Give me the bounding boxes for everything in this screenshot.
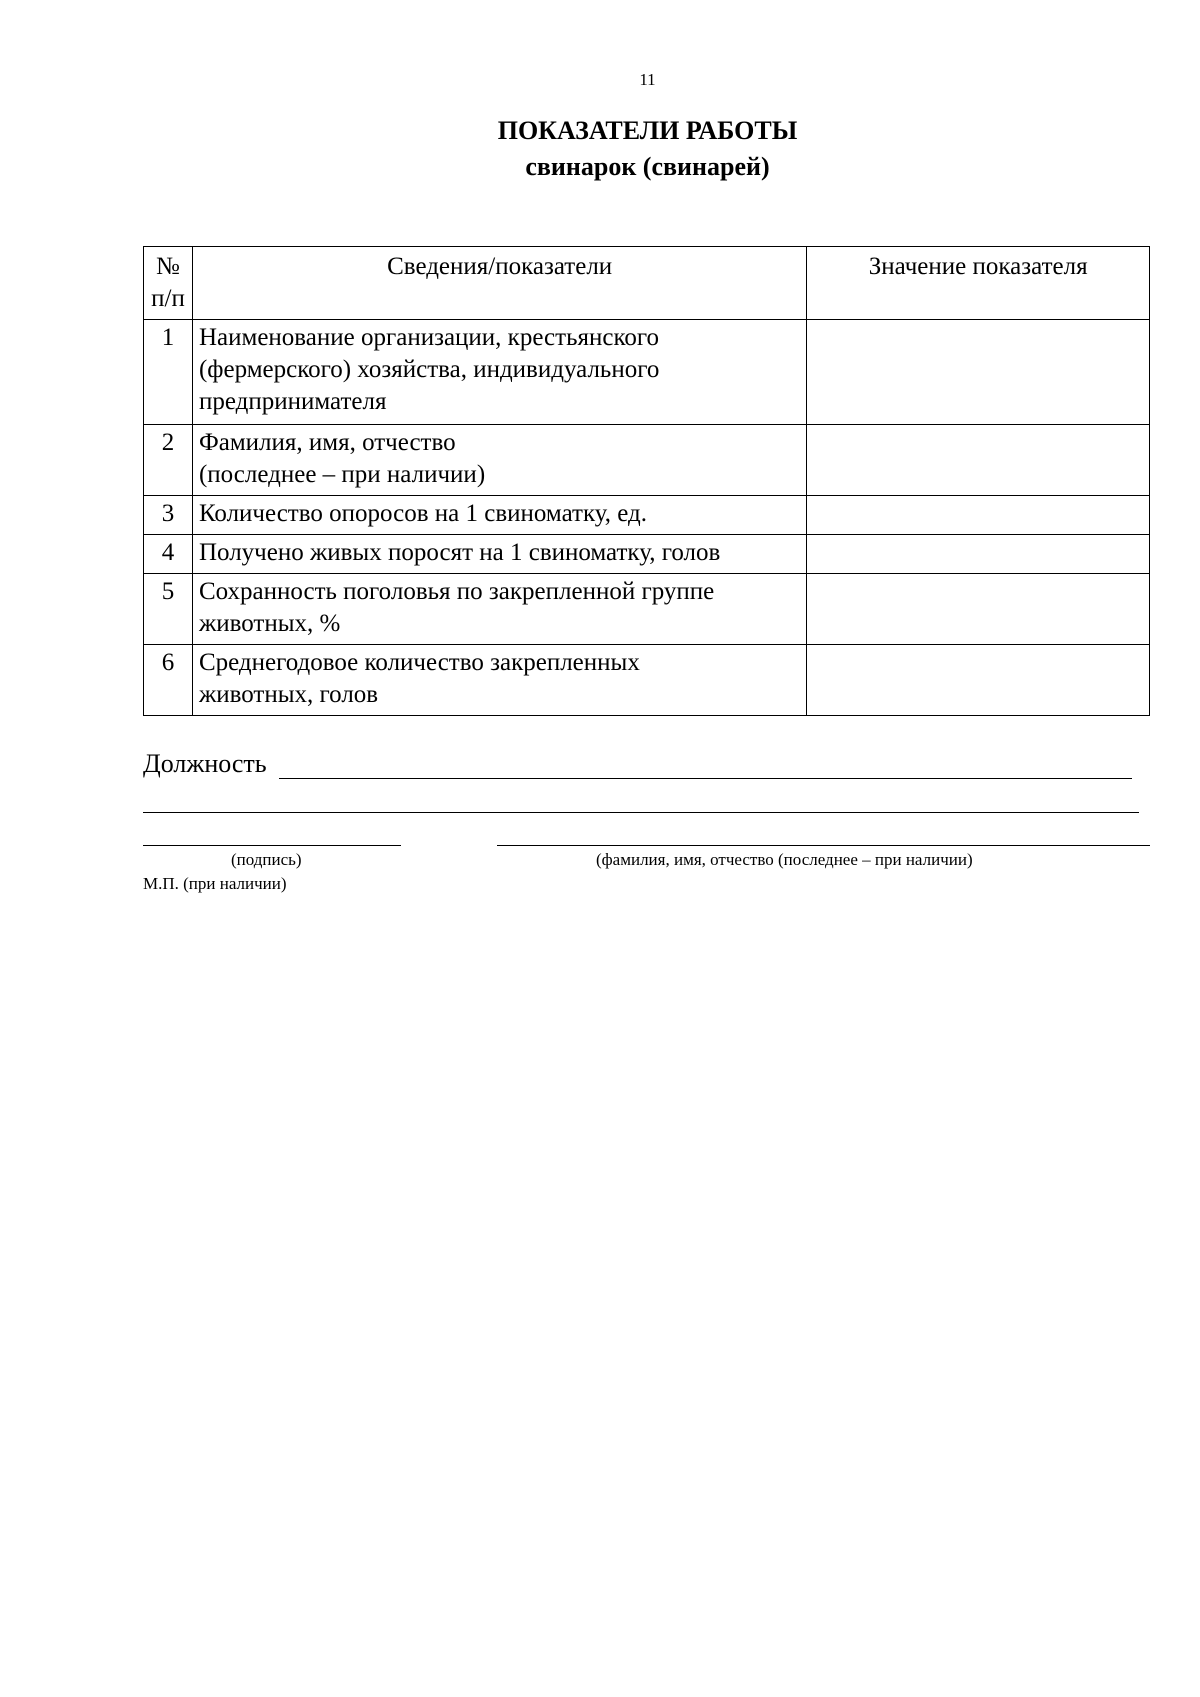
- row-number: 6: [144, 645, 193, 716]
- header-number-line-2: п/п: [151, 285, 185, 312]
- row-info: [192, 320, 806, 425]
- position-underline[interactable]: [279, 778, 1132, 779]
- signature-caption: (подпись): [231, 850, 302, 869]
- table-row: [144, 645, 1150, 716]
- table-row: [144, 496, 1150, 535]
- row-info-line: (фермерского) хозяйства, индивидуального: [198, 356, 660, 383]
- row-value[interactable]: [807, 496, 1150, 535]
- header-info: Сведения/показатели: [192, 247, 806, 320]
- name-caption: (фамилия, имя, отчество (последнее – при наличии): [596, 850, 973, 869]
- position-label: Должность: [143, 749, 267, 778]
- header-number: [144, 247, 193, 320]
- row-value[interactable]: [807, 425, 1150, 496]
- table-row: [144, 535, 1150, 574]
- row-info-line: предпринимателя: [198, 388, 387, 415]
- row-info-line: Фамилия, имя, отчество: [198, 429, 456, 456]
- header-value: Значение показателя: [807, 247, 1150, 320]
- row-info-line: Получено живых поросят на 1 свиноматку, голов: [198, 539, 721, 566]
- header-number-line-1: №: [156, 253, 180, 280]
- row-info-line: Наименование организации, крестьянского: [198, 324, 659, 351]
- document-title: ПОКАЗАТЕЛИ РАБОТЫ: [497, 116, 798, 145]
- document-subtitle: свинарок (свинарей): [525, 152, 770, 181]
- row-info-line: (последнее – при наличии): [198, 461, 486, 488]
- row-value[interactable]: [807, 645, 1150, 716]
- row-number: 2: [144, 425, 193, 496]
- row-value[interactable]: [807, 535, 1150, 574]
- table-row: [144, 320, 1150, 425]
- row-info: [192, 535, 806, 574]
- table-header-row: [144, 247, 1150, 320]
- row-info: [192, 645, 806, 716]
- position-second-line[interactable]: [143, 812, 1139, 813]
- row-number: 3: [144, 496, 193, 535]
- table-row: [144, 574, 1150, 645]
- signature-line[interactable]: [143, 845, 401, 846]
- stamp-note: М.П. (при наличии): [143, 874, 287, 893]
- row-info-line: животных, %: [198, 610, 341, 637]
- row-number: 5: [144, 574, 193, 645]
- row-number: 4: [144, 535, 193, 574]
- row-info-line: животных, голов: [198, 681, 379, 708]
- row-info: [192, 425, 806, 496]
- indicators-table: [143, 246, 1150, 716]
- row-info: [192, 496, 806, 535]
- row-value[interactable]: [807, 320, 1150, 425]
- row-info: [192, 574, 806, 645]
- row-info-line: Сохранность поголовья по закрепленной группе: [198, 578, 715, 605]
- row-number: 1: [144, 320, 193, 425]
- table-row: [144, 425, 1150, 496]
- row-value[interactable]: [807, 574, 1150, 645]
- row-info-line: Количество опоросов на 1 свиноматку, ед.: [198, 500, 647, 527]
- row-info-line: Среднегодовое количество закрепленных: [198, 649, 640, 676]
- page-number: 11: [639, 70, 656, 89]
- name-line[interactable]: [497, 845, 1150, 846]
